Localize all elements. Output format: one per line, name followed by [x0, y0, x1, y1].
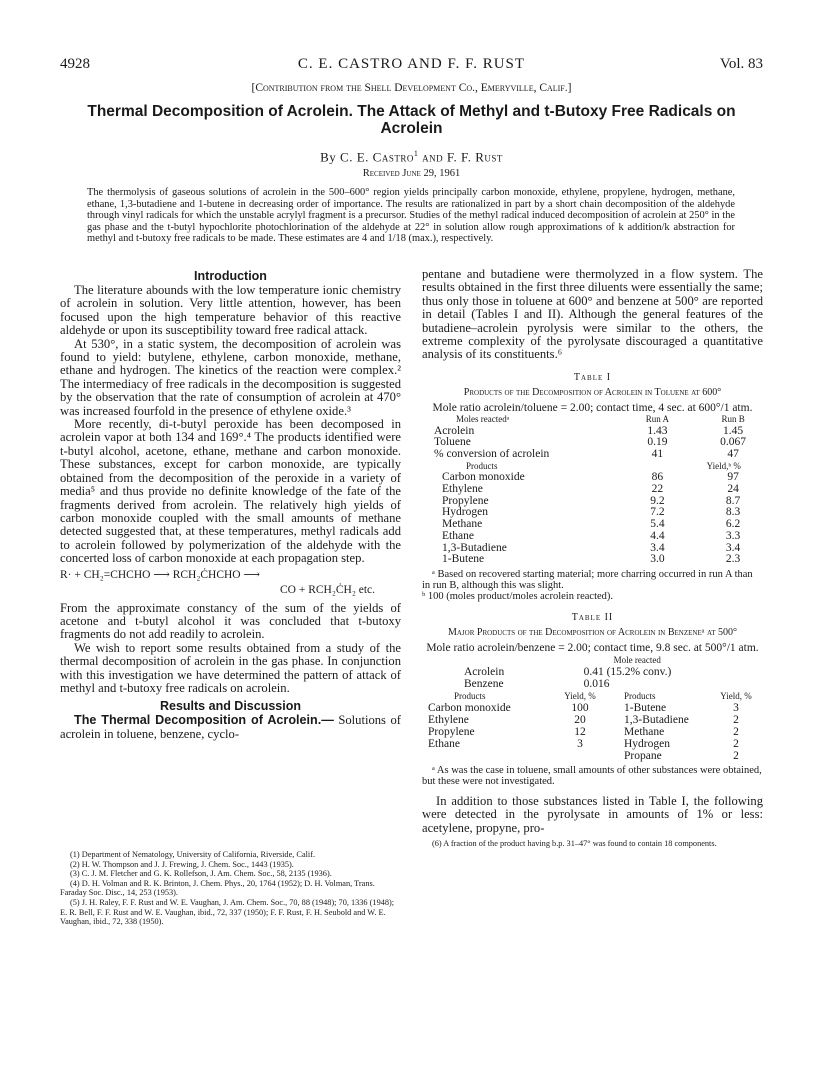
table-cell: 3.0 [650, 553, 665, 566]
table-2-reacted [464, 654, 763, 690]
table-2-products-header-2: Products [624, 690, 656, 701]
table-row [434, 426, 763, 438]
article-title: Thermal Decomposition of Acrolein. The Attack of Methyl and t-Butoxy Free Radicals on Acrolein [87, 103, 736, 137]
table-cell: Methane [442, 518, 483, 531]
table-cell: 6.2 [725, 518, 741, 531]
results-paragraph-1-text: Solutions of acrolein in toluene, benzene, cyclo- [60, 713, 401, 741]
table-cell: Ethane [442, 529, 474, 542]
table-2-yield-header: Yield, % [564, 690, 596, 701]
table-cell: 12 [574, 725, 586, 738]
table-cell: Carbon monoxide [428, 701, 511, 714]
reaction-equation [60, 568, 401, 598]
table-1 [434, 414, 763, 566]
table-cell: Hydrogen [624, 737, 670, 750]
table-2-conditions: Mole ratio acrolein/benzene = 2.00; contact time, 9.8 sec. at 500°/1 atm. [426, 641, 759, 654]
table-2-note: ᵃ As was the case in toluene, small amounts of other substances were obtained, but these were not investigated. [422, 764, 762, 787]
table-row [428, 702, 756, 714]
intro-paragraph-1: The literature abounds with the low temperature ionic chemistry of acrolein in solution. Very little attention, however, has been focused upon the high temperature behavior of this reactive aldehyde or upon its susceptibility toward free radical attack. [60, 283, 401, 338]
table-row [428, 750, 756, 762]
table-cell: 0.067 [720, 436, 747, 449]
table-cell: 0.016 [583, 677, 610, 690]
table-cell: Ethylene [428, 713, 469, 726]
table-row [434, 519, 763, 531]
left-column [60, 268, 401, 741]
table-cell: 1,3-Butadiene [442, 541, 507, 554]
byline [60, 149, 763, 165]
table-cell: 3 [577, 737, 583, 750]
table-row [434, 484, 763, 496]
table-2-moles-header: Mole reacted [613, 654, 661, 665]
table-cell: 3.3 [725, 529, 741, 542]
table-row [464, 678, 763, 690]
table-cell: 1,3-Butadiene [624, 713, 689, 726]
table-2-products-header: Products [454, 690, 486, 701]
table-cell [428, 750, 554, 762]
table-1-run-a-header: Run A [645, 413, 670, 424]
table-cell: 9.2 [650, 494, 665, 507]
footnote-1: (1) Department of Nematology, University of California, Riverside, Calif. [70, 850, 316, 859]
table-cell: 7.2 [650, 506, 665, 519]
footnote-2: (2) H. W. Thompson and J. J. Frewing, J. Chem. Soc., 1443 (1935). [70, 859, 294, 869]
table-cell: 2 [733, 749, 739, 762]
table-cell: 2 [733, 713, 739, 726]
table-2-yield-header-2: Yield, % [720, 690, 752, 701]
table-cell: 0.19 [647, 436, 668, 449]
running-authors: C. E. CASTRO AND F. F. RUST [297, 56, 526, 72]
equation-line-2: CO + RCH₂ĊH₂ etc. [279, 583, 375, 596]
table-cell: Benzene [464, 677, 504, 690]
table-1-note-a: ᵃ Based on recovered starting material; more charring occurred in run A than in run B, although this was slight. [422, 568, 753, 591]
table-cell: 1-Butene [442, 553, 485, 566]
footnotes [60, 850, 401, 927]
table-cell [554, 750, 606, 762]
table-cell: Propane [624, 749, 662, 762]
intro-paragraph-2: At 530°, in a static system, the decomposition of acrolein was found to yield: butylene, ethylene, carbon monoxide, methane, ethane and hydrogen. The kinetics of the reaction were complex.² The intermediacy of free radicals in the decomposition is suggested by the observation that the rate of consumption of acrolein at 470° was increased fourfold in the presence of ethylene oxide.³ [60, 336, 401, 418]
table-cell: 2 [733, 725, 739, 738]
table-cell: 2.3 [725, 553, 741, 566]
table-cell: 3 [733, 701, 739, 714]
received-date: Received June 29, 1961 [362, 168, 461, 179]
table-row [464, 666, 763, 678]
table-2-products-header-row [428, 690, 756, 702]
intro-paragraph-3: More recently, di-t-butyl peroxide has been decomposed in acrolein vapor at both 134 and 169°.⁴ The products identified were t-butyl alcohol, acetone, ethane, methane and carbon monoxide. These substances, except for carbon monoxide, are typically obtained from the decomposition of the peroxide in a variety of media⁵ and thus provide no definite knowledge of the fate of the fragments derived from acrolein. The relatively high yields of carbon monoxide coupled with the small amounts of methane detected suggested that, at these temperatures, methyl radicals add to acrolein followed by polymerization of the aldehyde with the concerted loss of carbon monoxide at each propagation step. [60, 417, 401, 566]
table-1-note-b: ᵇ 100 (moles product/moles acrolein reacted). [422, 590, 614, 602]
table-cell: 8.7 [725, 494, 741, 507]
right-paragraph-2: In addition to those substances listed in Table I, the following were detected in the pyrolysate in amounts of 1% or less: acetylene, propyne, pro- [422, 793, 763, 835]
table-row [428, 738, 756, 750]
table-2-moles-header-row [464, 654, 763, 666]
table-row [434, 554, 763, 566]
table-cell: 97 [727, 471, 739, 484]
table-cell: 86 [651, 471, 664, 484]
table-cell: 3.4 [650, 541, 665, 554]
equation-line-1: R· + CH₂=CHCHO ⟶ RCH₂ĊHCHO ⟶ [60, 568, 260, 581]
table-2-caption: Major Products of the Decomposition of Acrolein in Benzeneᵃ at 500° [447, 626, 738, 638]
abstract: The thermolysis of gaseous solutions of acrolein in the 500–600° region yields principally carbon monoxide, ethylene, propylene, hydrogen, methane, ethane, 1,3-butadiene and 1-butene in decreasing order of importance. The results are rationalized in part by a short chain decomposition of the aldehyde through vinyl radicals for which the unstable acrylyl fragment is a precursor. Studies of the methyl radical induced decomposition of acrolein at 250° in the gas phase and the t-butyl hypochlorite photochlorination of the aldehyde at 22° in solution allow rough approximations of k addition/k abstraction for methyl and t-butoxy free radicals to be made. These estimates are 4 and 1/18 (max.), respectively. [87, 187, 735, 245]
footnote-5: (5) J. H. Raley, F. F. Rust and W. E. Vaughan, J. Am. Chem. Soc., 70, 88 (1948); 70, 1336 (1948); E. R. Bell, F. F. Rust and W. E. Vaughan, ibid., 72, 337 (1950); F. F. Rust, F. H. Seubold and W. E. Vaughan, ibid., 72, 338 (1950). [60, 897, 395, 927]
author-1-footnote-mark: 1 [413, 149, 419, 158]
introduction-heading: Introduction [194, 269, 267, 283]
table-1-moles-header: Moles reactedᵃ [456, 413, 510, 424]
table-cell: 24 [727, 483, 739, 496]
table-cell: 22 [651, 483, 664, 496]
table-cell: Acrolein [464, 665, 505, 678]
intro-paragraph-4: From the approximate constancy of the sum of the yields of acetone and t-butyl alcohol it was concluded that t-butoxy fragments do not add readily to acrolein. [60, 600, 401, 642]
table-cell: 100 [571, 701, 589, 714]
table-cell: Ethane [428, 737, 460, 750]
table-1-header-row [434, 414, 763, 426]
table-cell: 20 [574, 713, 586, 726]
author-2: F. F. Rust [446, 149, 503, 165]
byline-and: and [422, 149, 444, 165]
table-1-conditions: Mole ratio acrolein/toluene = 2.00; contact time, 4 sec. at 600°/1 atm. [432, 401, 753, 414]
page-number: 4928 [60, 56, 90, 72]
table-cell: 4.4 [650, 529, 665, 542]
table-row [434, 472, 763, 484]
table-row [428, 714, 756, 726]
table-cell: 5.4 [650, 518, 665, 531]
table-cell: Acrolein [434, 424, 475, 437]
table-cell: 8.3 [725, 506, 741, 519]
table-cell: 3.4 [725, 541, 741, 554]
byline-by: By [320, 149, 337, 165]
footnote-6: (6) A fraction of the product having b.p. 31–47° was found to contain 18 components. [432, 839, 717, 849]
table-cell: 1.45 [723, 424, 744, 437]
table-cell: 0.41 (15.2% conv.) [583, 665, 672, 678]
results-paragraph-1 [60, 714, 401, 741]
table-row [434, 449, 763, 461]
table-cell: 1.43 [647, 424, 668, 437]
contribution-line: [Contribution from the Shell Development Co., Emeryville, Calif.] [251, 82, 572, 94]
table-2-products [428, 690, 756, 762]
table-row [428, 726, 756, 738]
author-1: C. E. Castro [340, 149, 414, 165]
table-cell: Propylene [442, 494, 489, 507]
table-1-products-header: Products [466, 460, 498, 471]
table-1-yield-header: Yield,ᵇ % [706, 460, 741, 471]
table-1-caption: Products of the Decomposition of Acrolein in Toluene at 600° [463, 386, 722, 398]
table-row [434, 531, 763, 543]
results-heading: Results and Discussion [159, 699, 301, 714]
table-cell: 41 [651, 447, 664, 460]
footnote-4: (4) D. H. Volman and R. K. Brinton, J. Chem. Phys., 20, 1764 (1952); D. H. Volman, Trans. Faraday Soc. Disc., 14, 253 (1953). [60, 878, 375, 898]
table-cell: Carbon monoxide [442, 471, 525, 484]
table-cell: Ethylene [442, 483, 483, 496]
table-cell: Methane [624, 725, 665, 738]
table-cell: % conversion of acrolein [434, 447, 550, 460]
table-cell: 47 [727, 447, 739, 460]
volume-number: Vol. 83 [719, 56, 763, 72]
table-1-label: Table I [573, 371, 612, 383]
right-paragraph-1: pentane and butadiene were thermolyzed in a flow system. The results obtained in the first three diluents were essentially the same; thus only those in toluene at 600° and benzene at 500° are reported in detail (Tables I and II). Although the general features of the butadiene–acrolein pyrolysis were similar to the others, the extreme complexity of the pyrolysate discouraged a quantitative analysis of its constituents.⁶ [422, 267, 763, 362]
table-cell: Propylene [428, 725, 475, 738]
footnote-3: (3) C. J. M. Fletcher and G. K. Rollefson, J. Am. Chem. Soc., 58, 2135 (1936). [70, 869, 332, 879]
table-cell: Hydrogen [442, 506, 488, 519]
results-run-in-heading: The Thermal Decomposition of Acrolein.— [74, 713, 334, 728]
running-header [60, 56, 763, 74]
right-column [422, 268, 763, 849]
intro-paragraph-5: We wish to report some results obtained from a study of the thermal decomposition of acrolein in the gas phase. In conjunction with this investigation we have determined the pattern of attack of methyl and t-butoxy free radicals on acrolein. [60, 640, 401, 695]
table-row [434, 507, 763, 519]
table-1-run-b-header: Run B [721, 413, 745, 424]
table-2-label: Table II [571, 611, 614, 623]
table-cell [464, 654, 584, 666]
table-cell: Toluene [434, 436, 471, 449]
table-cell: 1-Butene [624, 701, 667, 714]
table-cell: 2 [733, 737, 739, 750]
